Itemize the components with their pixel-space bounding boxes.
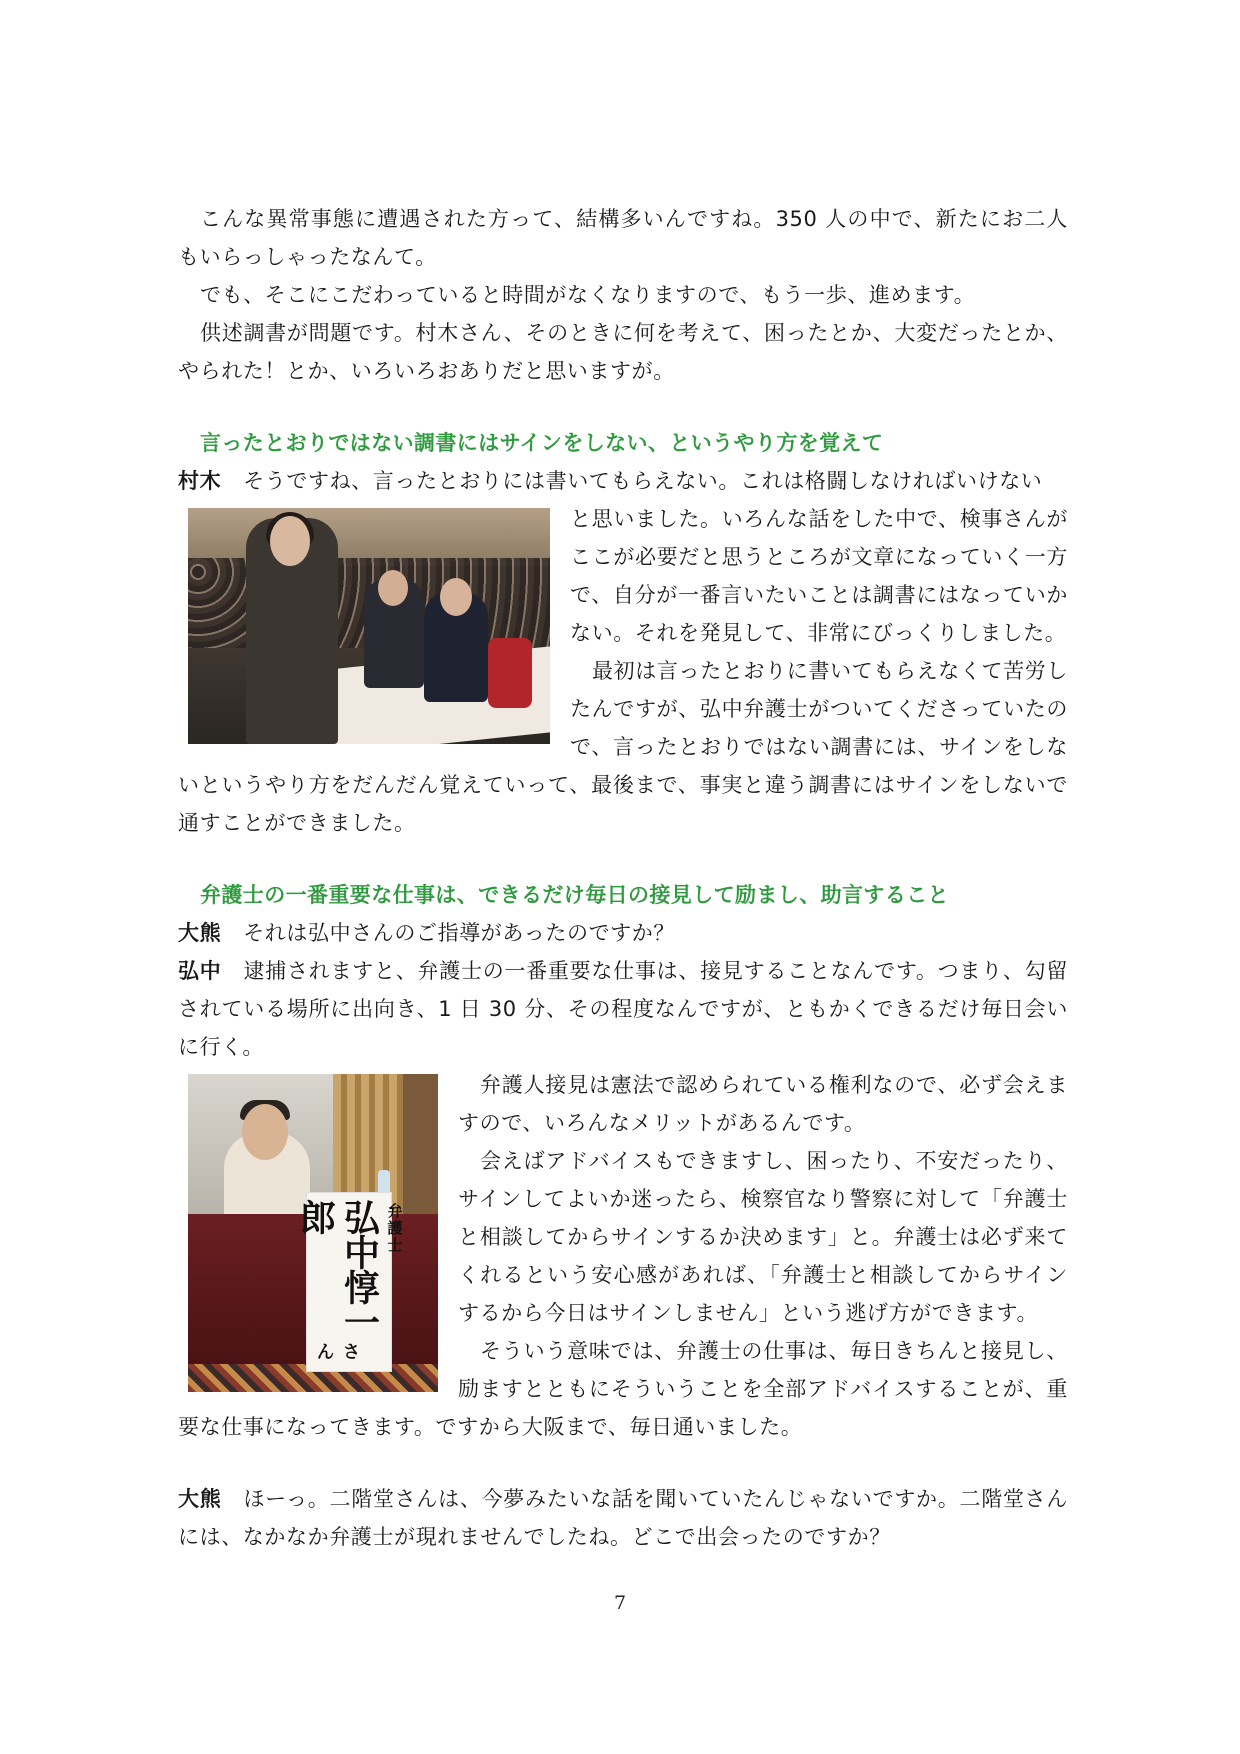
answer-text: 逮捕されますと、弁護士の一番重要な仕事は、接見することなんです。つまり、勾留されている場所に出向き、1 日 30 分、その程度なんですが、ともかくできるだけ毎日会いに行く。 xyxy=(178,959,1068,1059)
page-number: 7 xyxy=(613,1592,627,1614)
document-page xyxy=(178,200,1068,1556)
name-banner xyxy=(294,1192,404,1372)
section1-body xyxy=(178,500,1068,842)
intro-paragraph-1: こんな異常事態に遭遇された方って、結構多いんですね。350 人の中で、新たにお二人もいらっしゃったなんて。 xyxy=(178,207,1068,269)
section2-heading: 弁護士の一番重要な仕事は、できるだけ毎日の接見して励まし、助言すること xyxy=(200,883,949,907)
intro-paragraph-2: でも、そこにこだわっていると時間がなくなりますので、もう一歩、進めます。 xyxy=(200,283,976,307)
section1-paragraph-1 xyxy=(178,462,1068,500)
section1-text-1: と思いました。いろんな話をした中で、検事さんがここが必要だと思うところが文章になっていく一方で、自分が一番言いたいことは調書にはなっていかない。それを発見して、非常にびっくりしました。 xyxy=(570,507,1068,645)
section2-body xyxy=(178,1066,1068,1446)
speaker-photo xyxy=(188,1074,438,1392)
banner-name: 弘中惇一郎 xyxy=(294,1199,380,1339)
closing-text: ほーっ。二階堂さんは、今夢みたいな話を聞いていたんじゃないですか。二階堂さんには、なかなか弁護士が現れませんでしたね。どこで出会ったのですか？ xyxy=(178,1487,1068,1549)
section1-heading: 言ったとおりではない調書にはサインをしない、というやり方を覚えて xyxy=(200,431,884,455)
question-text: それは弘中さんのご指導があったのですか？ xyxy=(243,921,675,945)
section2-answer xyxy=(178,952,1068,1066)
section2-text-4: そういう意味では、弁護士の仕事は、毎日きちんと接見し、励ますとともにそういうことを全部アドバイスすることが、重要な仕事になってきます。ですから大阪まで、毎日通いました。 xyxy=(178,1339,1068,1439)
section2-text-3: 会えばアドバイスもできますし、困ったり、不安だったり、サインしてよいか迷ったら、検察官なり警察に対して「弁護士と相談してからサインするか決めます」と。弁護士は必ず来てくれるという安心感があれば、「弁護士と相談してからサインするから今日はサインしません」という逃げ方ができます。 xyxy=(458,1149,1068,1325)
section2-text-2: 弁護人接見は憲法で認められている権利なので、必ず会えますので、いろんなメリットがあるんです。 xyxy=(458,1073,1068,1135)
closing-paragraph xyxy=(178,1480,1068,1556)
section1-text-1-lead: そうですね、言ったとおりには書いてもらえない。これは格闘しなければいけない xyxy=(243,469,1043,493)
speaker-label: 大熊 xyxy=(178,1487,222,1511)
banner-honorific: さん xyxy=(313,1341,361,1360)
audience-photo xyxy=(188,508,550,744)
banner-title: 弁護士 xyxy=(385,1203,404,1254)
speaker-label: 大熊 xyxy=(178,921,222,945)
section2-question xyxy=(178,914,1068,952)
speaker-label: 村木 xyxy=(178,469,222,493)
section1-text-2: 最初は言ったとおりに書いてもらえなくて苦労したんですが、弘中弁護士がついてくださっていたので、言ったとおりではない調書には、サインをしないというやり方をだんだん覚えていって、最後まで、事実と違う調書にはサインをしないで通すことができました。 xyxy=(178,659,1068,835)
speaker-label: 弘中 xyxy=(178,959,222,983)
intro-paragraph-3: 供述調書が問題です。村木さん、そのときに何を考えて、困ったとか、大変だったとか、やられた！とか、いろいろおありだと思いますが。 xyxy=(178,321,1068,383)
